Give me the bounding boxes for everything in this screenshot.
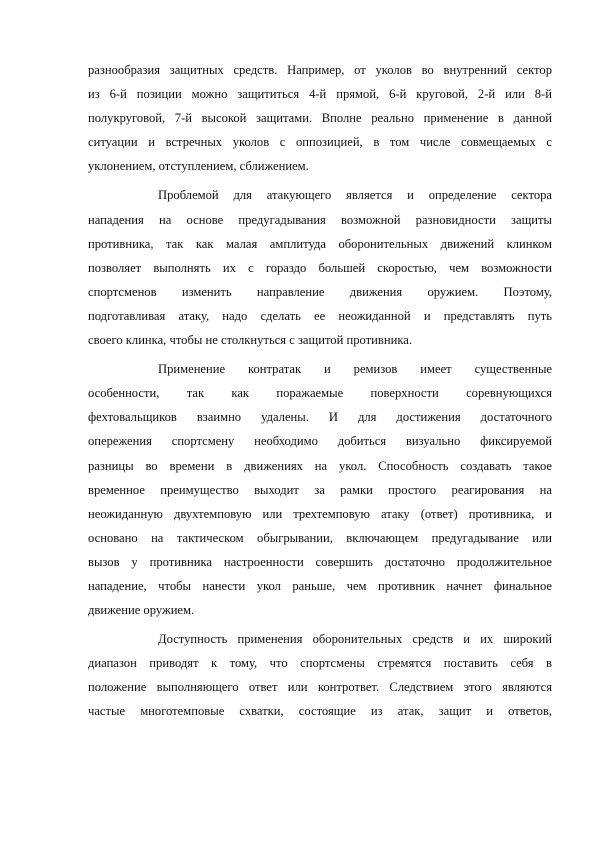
text-line: временное преимущество выходит за рамки простого реагирования на <box>88 482 552 497</box>
text-line: Проблемой для атакующего является и определение сектора <box>158 188 552 203</box>
text-line: нападения на основе предугадывания возможной разновидности защиты <box>88 212 552 227</box>
text-line: своего клинка, чтобы не столкнуться с защитой противника. <box>88 333 412 348</box>
text-line: положение выполняющего ответ или контрответ. Следствием этого являются <box>88 680 552 695</box>
text-line: уклонением, отступлением, сближением. <box>88 159 309 174</box>
paragraph-3 <box>88 357 552 622</box>
paragraph-2 <box>88 183 552 352</box>
paragraph-1 <box>88 58 552 178</box>
text-line: движение оружием. <box>88 603 195 618</box>
text-line: фехтовальщиков взаимно удалены. И для достижения достаточного <box>88 410 552 425</box>
text-line: разнообразия защитных средств. Например, от уколов во внутренний сектор <box>88 63 552 77</box>
text-line: неожиданную двухтемповую или трехтемповую атаку (ответ) противника, и <box>88 506 552 521</box>
text-line: ситуации и встречных уколов с оппозицией, в том числе совмещаемых с <box>88 135 552 150</box>
text-line: особенности, так как поражаемые поверхности соревнующихся <box>88 386 552 401</box>
text-line: полукруговой, 7-й высокой защитами. Вполне реально применение в данной <box>88 111 552 126</box>
text-line: спортсменов изменить направление движения оружием. Поэтому, <box>88 284 552 299</box>
body-text <box>88 58 552 724</box>
text-line: противника, так как малая амплитуда оборонительных движений клинком <box>88 236 552 251</box>
text-line: Доступность применения оборонительных средств и их широкий <box>158 632 552 647</box>
text-line: разницы во времени в движениях на укол. Способность создавать такое <box>88 458 552 473</box>
text-line: позволяет выполнять их с гораздо большей скоростью, чем возможности <box>88 260 552 275</box>
text-line: основано на тактическом обыгрывании, включающем предугадывание или <box>88 530 552 545</box>
text-line: Применение контратак и ремизов имеет существенные <box>158 362 552 377</box>
text-line: из 6-й позиции можно защититься 4-й прямой, 6-й круговой, 2-й или 8-й <box>88 87 552 102</box>
text-line: подготавливая атаку, надо сделать ее неожиданной и представлять путь <box>88 308 552 323</box>
text-line: частые многотемповые схватки, состоящие из атак, защит и ответов, <box>88 704 552 719</box>
text-line: диапазон приводят к тому, что спортсмены стремятся поставить себя в <box>88 656 552 671</box>
paragraph-4 <box>88 627 552 723</box>
text-line: нападение, чтобы нанести укол раньше, чем противник начнет финальное <box>88 578 552 593</box>
text-line: вызов у противника настроенности совершить достаточно продолжительное <box>88 554 552 569</box>
text-line: опережения спортсмену необходимо добиться визуально фиксируемой <box>88 434 552 449</box>
